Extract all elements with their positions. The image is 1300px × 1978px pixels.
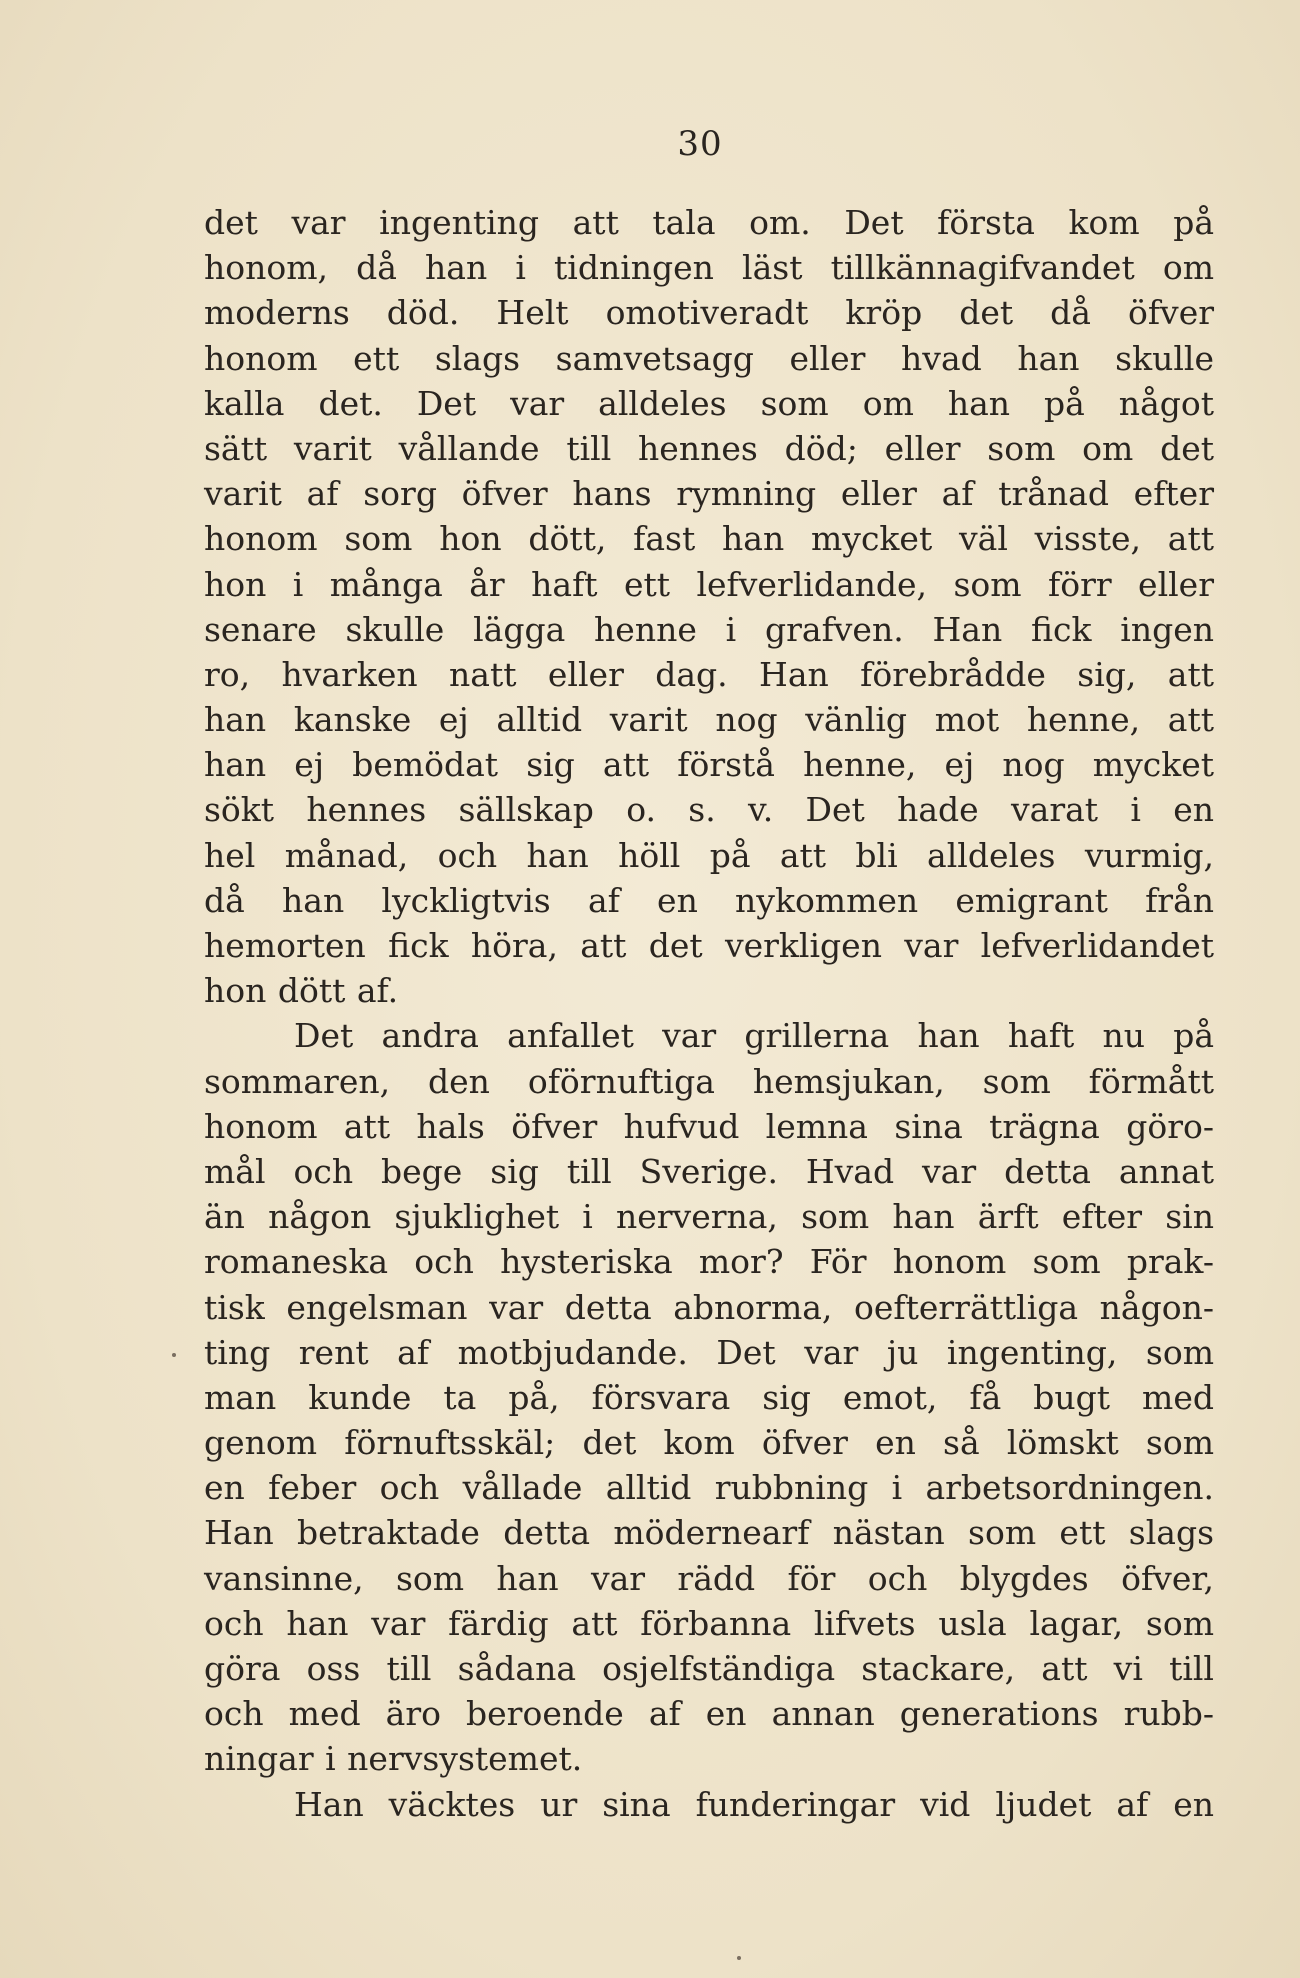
text-line: än någon sjuklighet i nerverna, som han ärft efter sin bbox=[204, 1197, 1214, 1237]
text-line: honom ett slags samvetsagg eller hvad han skulle bbox=[204, 338, 1214, 378]
text-line: en feber och vållade alltid rubbning i arbetsordningen. bbox=[204, 1468, 1214, 1508]
speck-mark bbox=[737, 1956, 741, 1960]
text-line: hel månad, och han höll på att bli alldeles vurmig, bbox=[204, 835, 1214, 875]
text-line: moderns död. Helt omotiveradt kröp det då öfver bbox=[204, 293, 1214, 333]
text-line: kalla det. Det var alldeles som om han på något bbox=[204, 383, 1214, 423]
text-line: man kunde ta på, försvara sig emot, få bugt med bbox=[204, 1377, 1214, 1417]
text-line: det var ingenting att tala om. Det första kom på bbox=[204, 203, 1214, 242]
text-line: senare skulle lägga henne i grafven. Han fick ingen bbox=[204, 609, 1214, 649]
text-line: han ej bemödat sig att förstå henne, ej nog mycket bbox=[204, 745, 1214, 785]
text-line: honom som hon dött, fast han mycket väl visste, att bbox=[204, 519, 1214, 559]
text-line: sommaren, den oförnuftiga hemsjukan, som förmått bbox=[204, 1061, 1214, 1101]
text-line: och han var färdig att förbanna lifvets usla lagar, som bbox=[204, 1603, 1214, 1643]
text-line: Han väcktes ur sina funderingar vid ljudet af en bbox=[294, 1784, 1214, 1824]
text-line: varit af sorg öfver hans rymning eller af trånad efter bbox=[204, 474, 1214, 514]
text-line: ningar i nervsystemet. bbox=[204, 1739, 583, 1779]
text-line: då han lyckligtvis af en nykommen emigrant från bbox=[204, 880, 1214, 920]
text-line: ting rent af motbjudande. Det var ju ingenting, som bbox=[204, 1332, 1214, 1372]
text-line: och med äro beroende af en annan generations rubb- bbox=[204, 1694, 1214, 1734]
text-line: sökt hennes sällskap o. s. v. Det hade varat i en bbox=[204, 790, 1214, 830]
page-number: 30 bbox=[677, 124, 723, 164]
text-line: mål och bege sig till Sverige. Hvad var detta annat bbox=[204, 1151, 1214, 1191]
text-line: hemorten fick höra, att det verkligen var lefverlidandet bbox=[204, 926, 1214, 965]
speck-mark bbox=[172, 1353, 176, 1357]
body-text bbox=[204, 200, 1214, 1827]
text-line: vansinne, som han var rädd för och blygdes öfver, bbox=[204, 1558, 1214, 1598]
text-line: hon i många år haft ett lefverlidande, som förr eller bbox=[204, 564, 1214, 604]
text-line: hon dött af. bbox=[204, 971, 399, 1011]
text-line: romaneska och hysteriska mor? För honom som prak- bbox=[204, 1242, 1214, 1282]
text-line: Han betraktade detta mödernearf nästan som ett slags bbox=[204, 1513, 1214, 1553]
text-line: honom att hals öfver hufvud lemna sina trägna göro- bbox=[204, 1106, 1214, 1146]
text-line: göra oss till sådana osjelfständiga stackare, att vi till bbox=[204, 1649, 1214, 1688]
text-line: Det andra anfallet var grillerna han haft nu på bbox=[294, 1016, 1214, 1056]
text-line: ro, hvarken natt eller dag. Han förebrådde sig, att bbox=[204, 654, 1214, 694]
text-line: sätt varit vållande till hennes död; eller som om det bbox=[204, 428, 1214, 468]
text-line: han kanske ej alltid varit nog vänlig mot henne, att bbox=[204, 700, 1214, 740]
text-line: tisk engelsman var detta abnorma, oefterrättliga någon- bbox=[204, 1287, 1214, 1327]
text-line: honom, då han i tidningen läst tillkännagifvandet om bbox=[204, 248, 1214, 288]
text-line: genom förnuftsskäl; det kom öfver en så lömskt som bbox=[204, 1423, 1214, 1463]
